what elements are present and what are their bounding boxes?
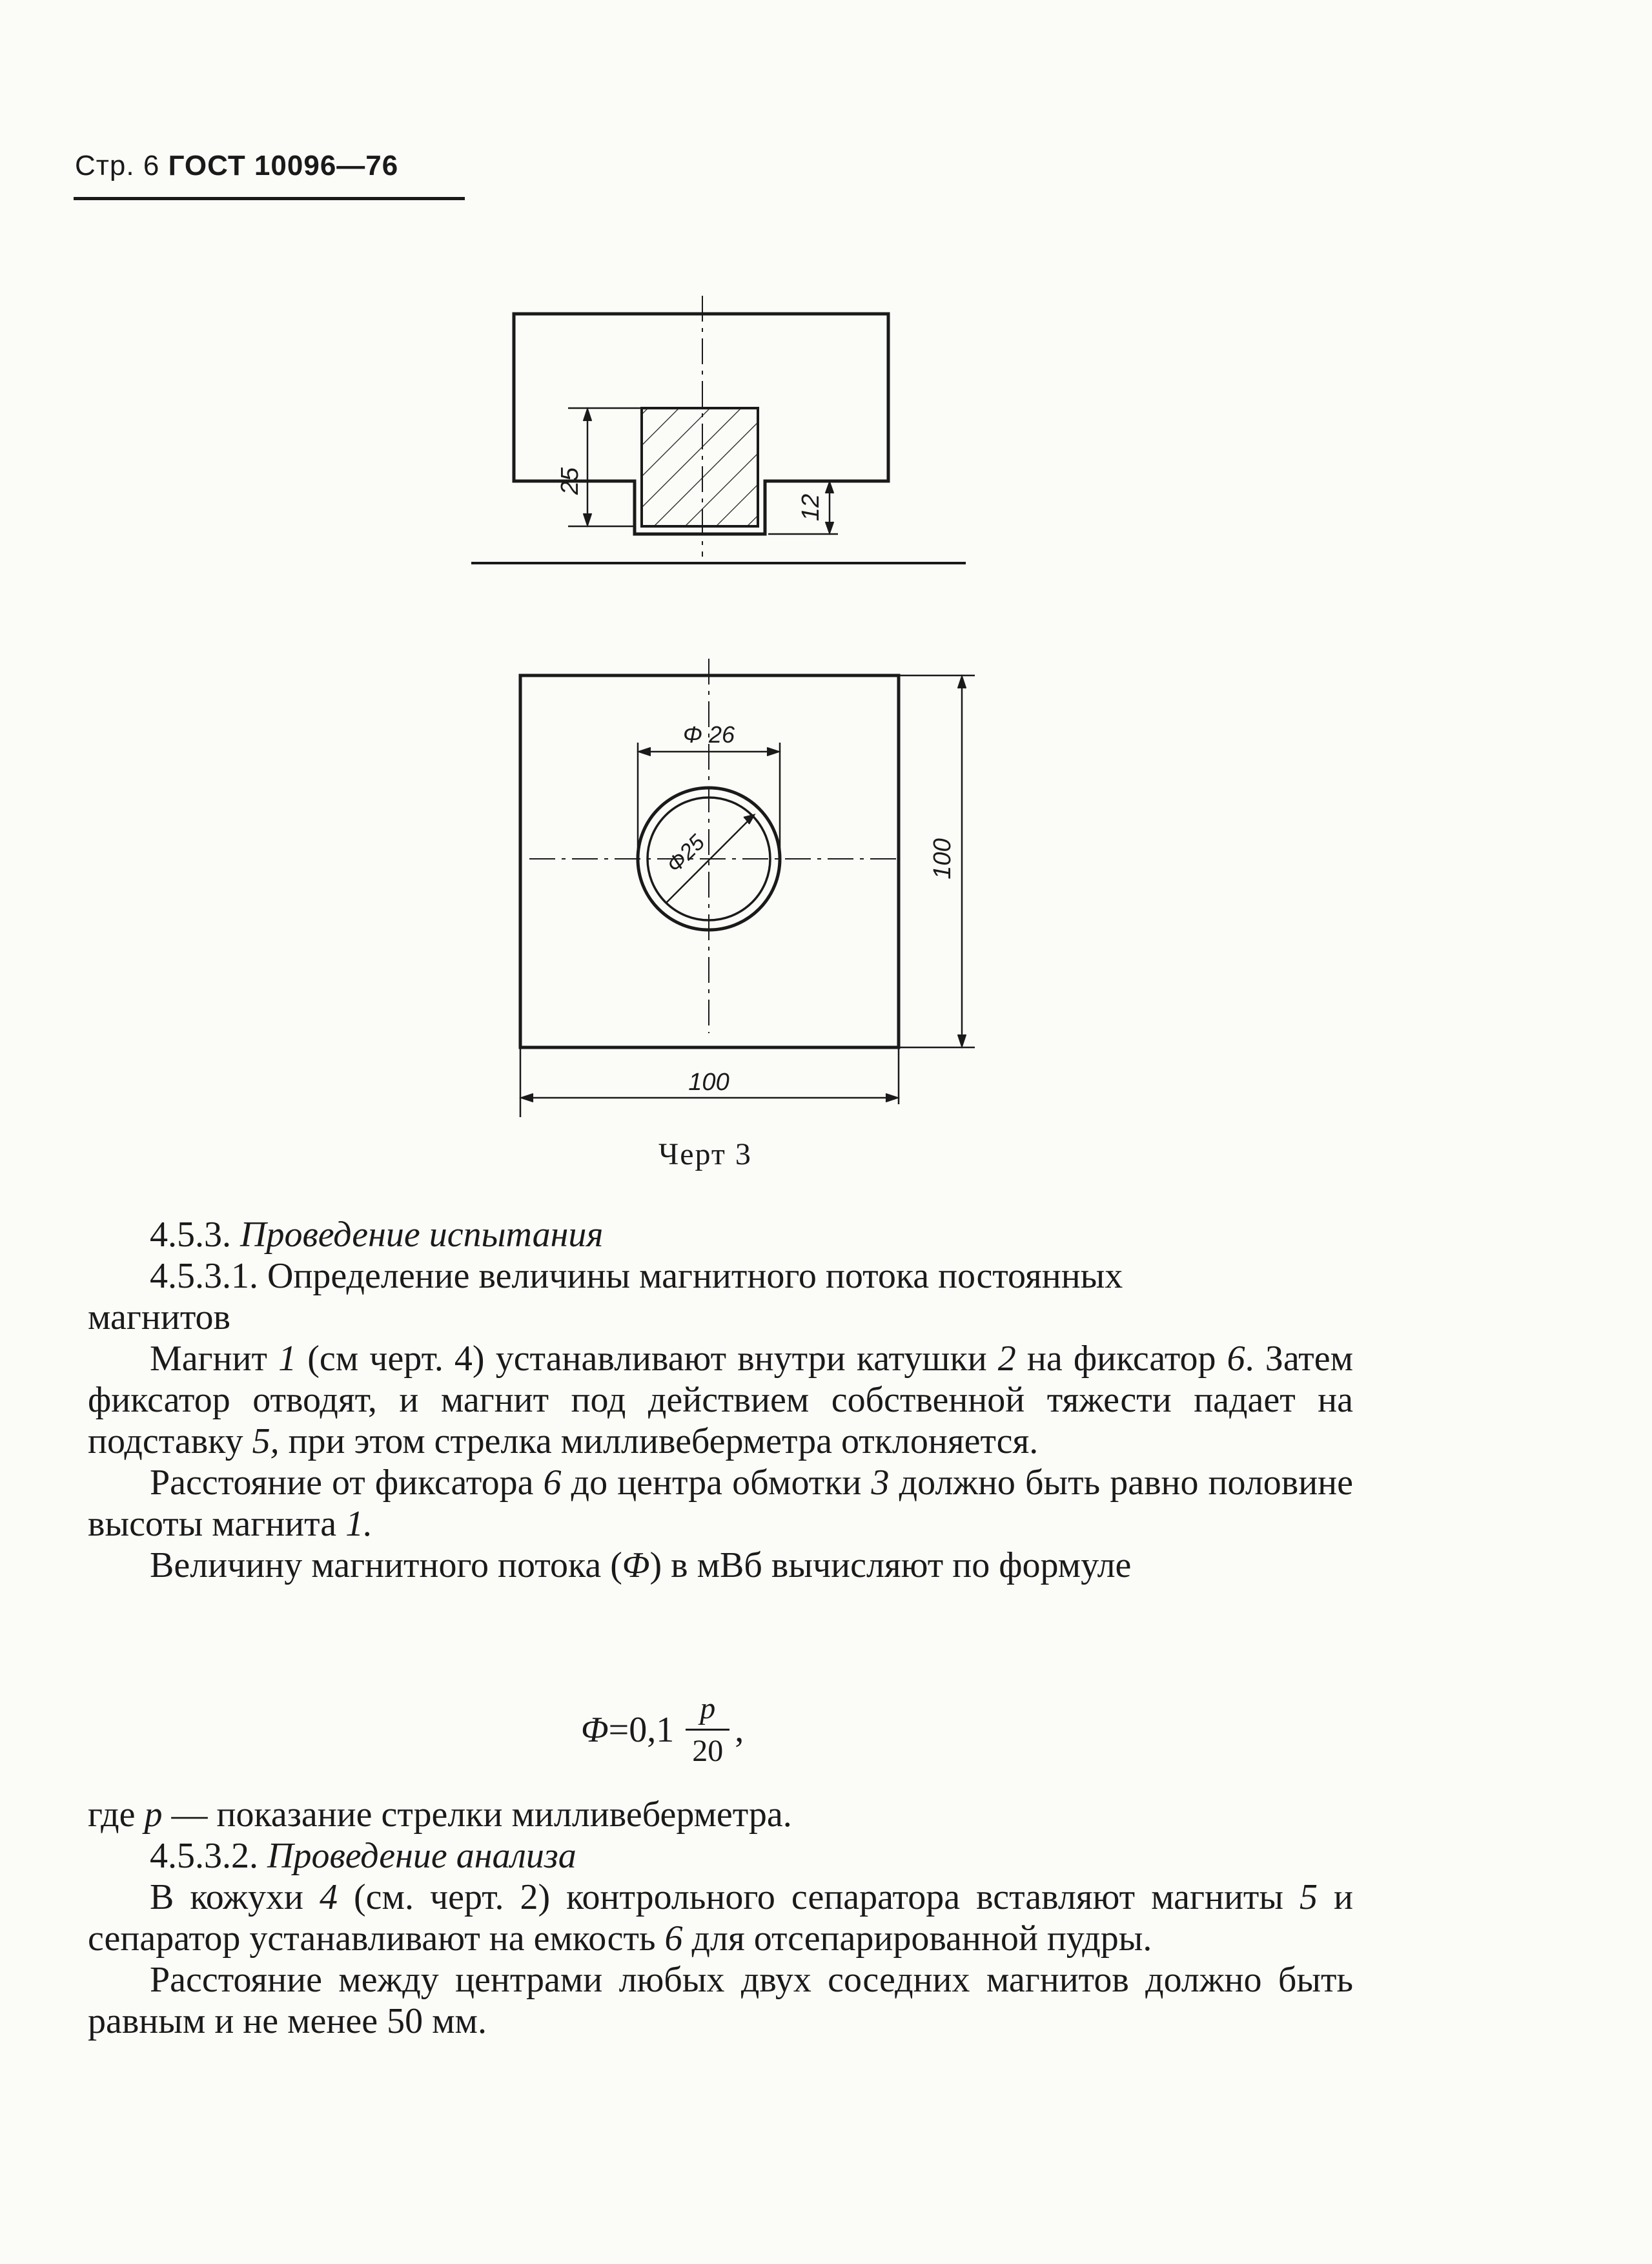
section-view: [471, 296, 966, 563]
formula-fraction: [686, 1691, 729, 1769]
page-number: Стр. 6: [75, 150, 160, 181]
magnet-insert: [642, 408, 758, 526]
heading-number: 4.5.3.2.: [150, 1836, 258, 1876]
para-magnet-distance: Расстояние между центрами любых двух соседних магнитов должно быть равным и не менее 50 мм.: [88, 1960, 1353, 2041]
figure-caption: Черт 3: [658, 1137, 752, 1171]
para-where: где p — показание стрелки милливеберметра.: [88, 1795, 792, 1835]
heading-4-5-3: [88, 1214, 1353, 1255]
formula-denominator: 20: [692, 1734, 724, 1768]
dim-100-horizontal-label: 100: [688, 1069, 729, 1096]
para-magnet-install: Магнит 1 (см черт. 4) устанавливают внутри катушки 2 на фиксатор 6. Затем фиксатор отводят, и магнит под действием собственной тяжести падает на подставку 5, при этом стрелка милливеберметра отклоняется.: [88, 1339, 1354, 1461]
dim-25: [568, 408, 642, 526]
plan-view: [520, 659, 975, 1117]
standard-number: ГОСТ 10096—76: [168, 150, 399, 181]
para-4-5-3-1-line1: 4.5.3.1. Определение величины магнитного потока постоянных: [150, 1256, 1123, 1296]
dim-100-vertical-label: 100: [929, 838, 956, 880]
para-separator: В кожухи 4 (см. черт. 2) контрольного сепаратора вставляют магниты 5 и сепаратор устанавливают на емкость 6 для отсепарированной пудры.: [88, 1877, 1354, 1959]
formula-comma: ,: [735, 1709, 744, 1750]
heading-title: Проведение анализа: [267, 1836, 576, 1876]
dim-25-label: 25: [556, 467, 584, 495]
dim-phi26-label: Φ 26: [682, 721, 735, 748]
formula-numerator: p: [686, 1691, 729, 1731]
para-flux: Величину магнитного потока (Φ) в мВб вычисляют по формуле: [150, 1545, 1132, 1585]
para-distance: Расстояние от фиксатора 6 до центра обмотки 3 должно быть равно половине высоты магнита 1.: [88, 1463, 1354, 1544]
formula-eq: =0,1: [608, 1709, 675, 1750]
formula-lhs: Φ: [581, 1709, 609, 1750]
body-text: [88, 1214, 1353, 1586]
heading-number: 4.5.3.: [150, 1215, 231, 1255]
para-4-5-3-1-line2: магнитов: [88, 1297, 230, 1337]
heading-4-5-3-2: [88, 1835, 1353, 1877]
body-text-continued: [88, 1794, 1353, 2042]
heading-title: Проведение испытания: [240, 1215, 604, 1255]
dim-12-label: 12: [797, 493, 824, 522]
dim-phi25-label: Φ25: [662, 830, 710, 878]
flux-formula: [581, 1691, 744, 1769]
